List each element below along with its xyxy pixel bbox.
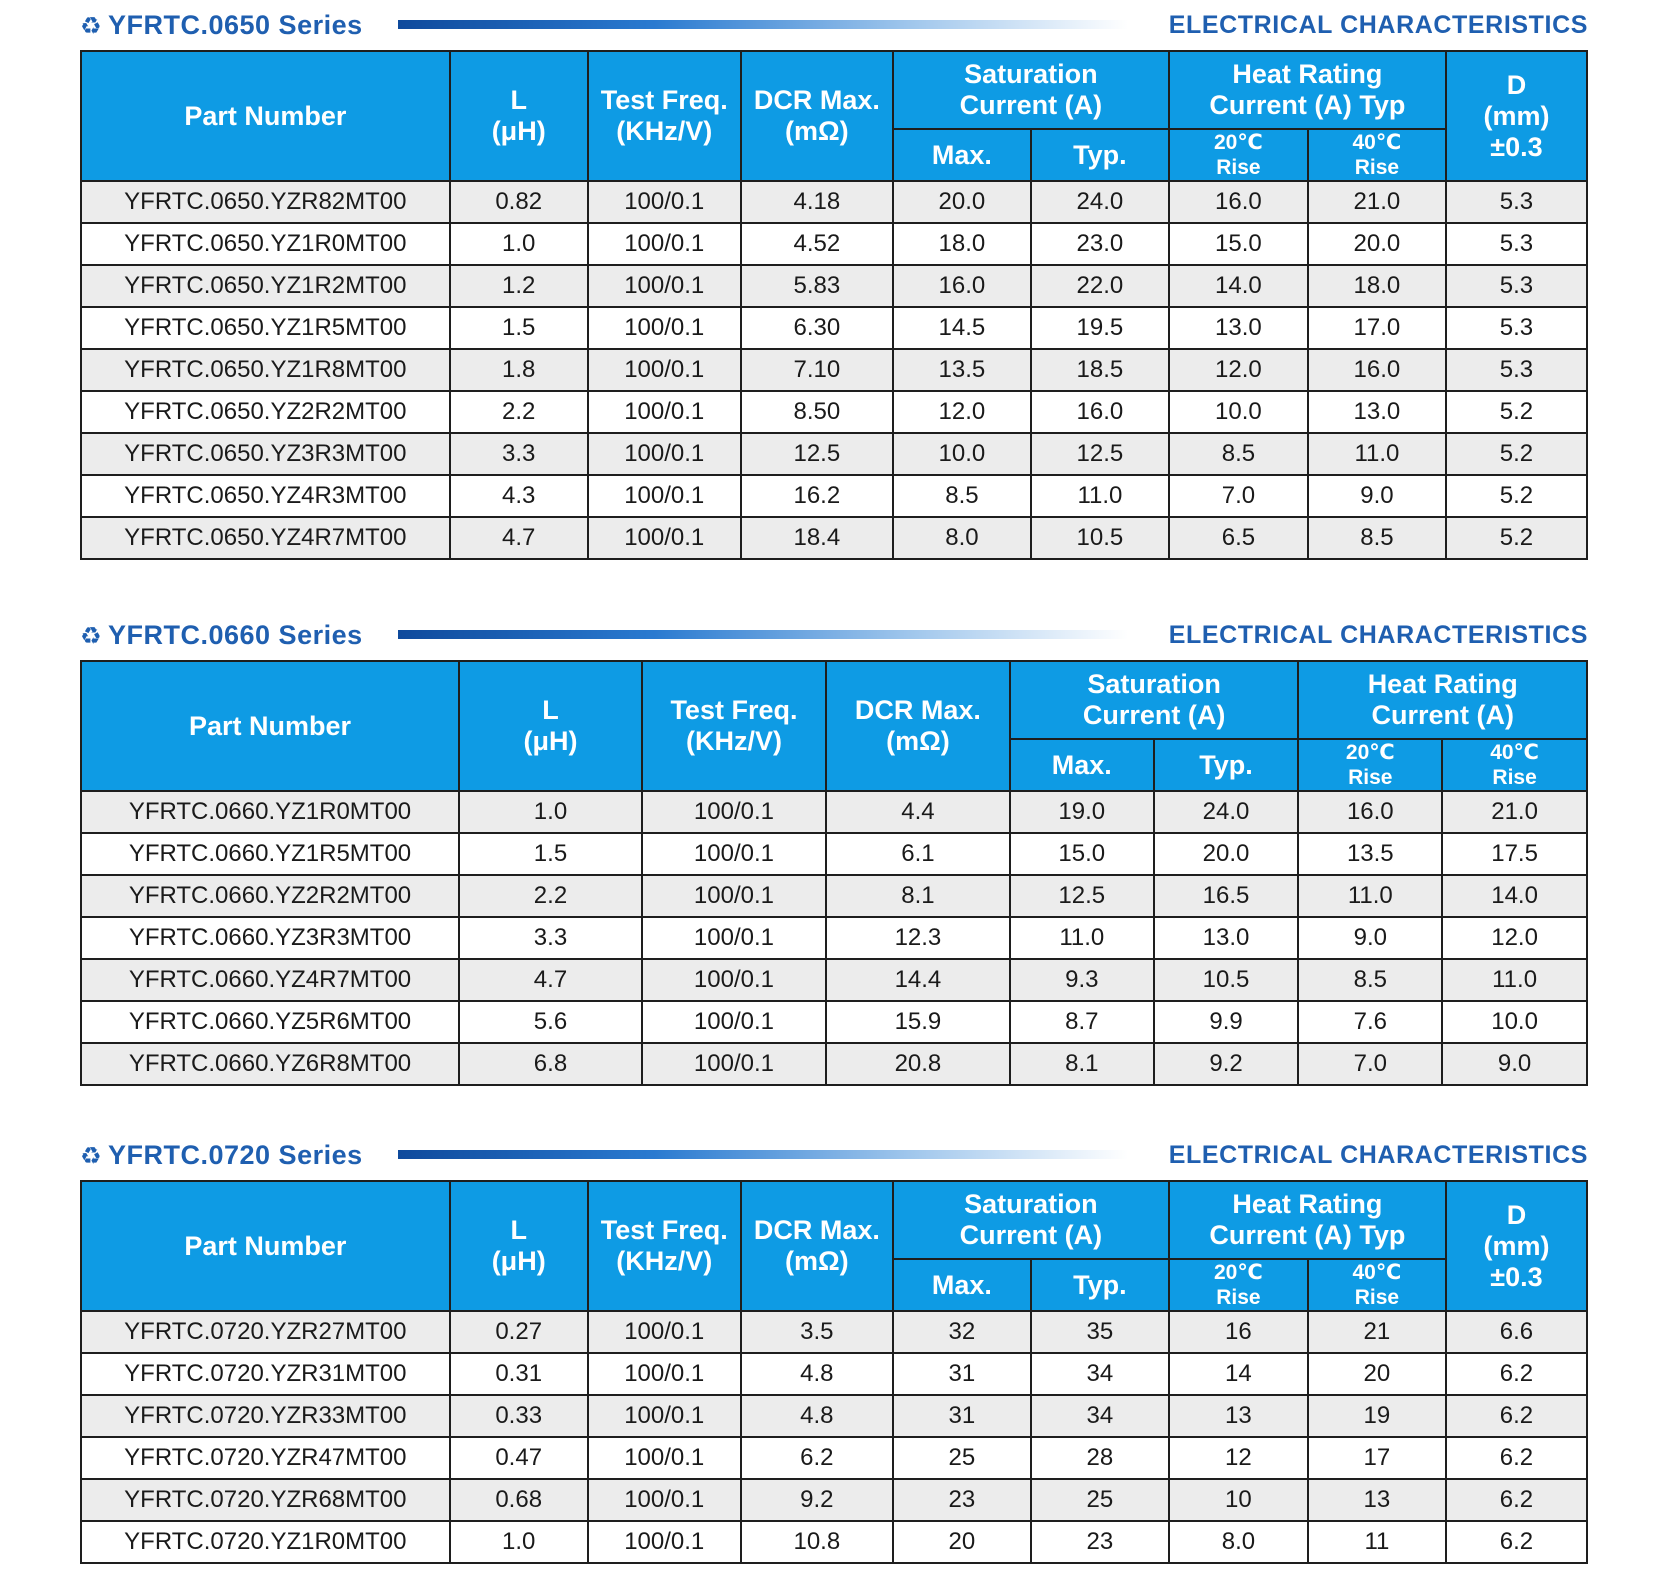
table-cell: 20.0 [1154,833,1299,875]
header-heat-rating: Heat Rating Current (A) [1298,661,1587,739]
electrical-characteristics-label: ELECTRICAL CHARACTERISTICS [1168,1141,1588,1169]
table-cell: 20 [893,1521,1031,1563]
table-cell: YFRTC.0650.YZ4R3MT00 [81,475,450,517]
table-cell: YFRTC.0650.YZ3R3MT00 [81,433,450,475]
table-row [81,1479,1587,1521]
header-saturation: Saturation Current (A) [893,51,1169,129]
table-cell: 23 [893,1479,1031,1521]
gradient-bar [398,1150,1128,1159]
table-cell: 16.2 [741,475,893,517]
table-cell: 1.8 [450,349,588,391]
table-cell: 100/0.1 [588,349,741,391]
header-sat-typ: Typ. [1031,1259,1169,1311]
table-row [81,475,1587,517]
table-cell: 100/0.1 [642,791,826,833]
header-heat-rating: Heat Rating Current (A) Typ [1169,51,1446,129]
table-cell: 7.0 [1298,1043,1442,1085]
table-cell: 0.47 [450,1437,588,1479]
header-sat-max: Max. [893,129,1031,181]
table-row [81,265,1587,307]
table-cell: 9.3 [1010,959,1154,1001]
table-cell: 15.0 [1010,833,1154,875]
table-cell: 100/0.1 [642,1043,826,1085]
table-cell: 12.0 [1169,349,1308,391]
table-cell: 5.3 [1446,223,1587,265]
header-inductance: L (μH) [450,1181,588,1311]
table-row [81,349,1587,391]
table-cell: 100/0.1 [642,875,826,917]
table-cell: 3.5 [741,1311,893,1353]
spec-table [80,50,1588,560]
header-rise-40: 40℃ Rise [1308,1259,1446,1311]
table-cell: 6.2 [1446,1521,1587,1563]
series-section-0650 [80,8,1588,552]
table-cell: 25 [1031,1479,1169,1521]
table-cell: 12.3 [826,917,1010,959]
header-sat-max: Max. [1010,739,1154,791]
table-cell: 10.0 [1442,1001,1587,1043]
table-cell: 100/0.1 [588,181,741,223]
table-cell: 4.52 [741,223,893,265]
series-title: ♻ YFRTC.0650 Series [80,8,363,42]
table-row [81,1521,1587,1563]
table-cell: 0.82 [450,181,588,223]
table-cell: YFRTC.0720.YZR31MT00 [81,1353,450,1395]
header-saturation: Saturation Current (A) [893,1181,1169,1259]
table-cell: YFRTC.0660.YZ6R8MT00 [81,1043,459,1085]
table-cell: 6.6 [1446,1311,1587,1353]
table-cell: 14 [1169,1353,1308,1395]
table-cell: 6.30 [741,307,893,349]
table-cell: YFRTC.0650.YZ1R8MT00 [81,349,450,391]
table-cell: 100/0.1 [588,1479,741,1521]
table-cell: 9.0 [1442,1043,1587,1085]
table-cell: 10.0 [893,433,1031,475]
table-cell: 21 [1308,1311,1446,1353]
series-header [80,1138,1588,1172]
spec-table [80,660,1588,1086]
table-cell: 6.2 [741,1437,893,1479]
table-cell: 16 [1169,1311,1308,1353]
header-test-freq: Test Freq. (KHz/V) [588,51,741,181]
gradient-bar [398,630,1128,639]
table-cell: YFRTC.0650.YZ1R0MT00 [81,223,450,265]
table-cell: 100/0.1 [588,265,741,307]
table-cell: 19.0 [1010,791,1154,833]
table-cell: 6.2 [1446,1437,1587,1479]
table-row [81,1311,1587,1353]
table-cell: 6.2 [1446,1395,1587,1437]
gradient-bar [398,20,1128,29]
table-cell: 8.7 [1010,1001,1154,1043]
table-row [81,181,1587,223]
table-cell: 100/0.1 [588,1437,741,1479]
table-cell: 16.5 [1154,875,1299,917]
table-row [81,223,1587,265]
table-cell: 8.50 [741,391,893,433]
table-cell: 5.3 [1446,265,1587,307]
table-cell: 25 [893,1437,1031,1479]
table-cell: 23 [1031,1521,1169,1563]
table-cell: 9.9 [1154,1001,1299,1043]
table-cell: YFRTC.0660.YZ5R6MT00 [81,1001,459,1043]
table-cell: 12.0 [1442,917,1587,959]
header-part-number: Part Number [81,1181,450,1311]
table-cell: YFRTC.0660.YZ2R2MT00 [81,875,459,917]
header-sat-typ: Typ. [1154,739,1299,791]
recycle-icon: ♻ [80,1143,103,1170]
table-cell: 24.0 [1031,181,1169,223]
table-cell: 2.2 [459,875,642,917]
table-cell: 1.0 [450,223,588,265]
table-cell: 4.7 [450,517,588,559]
table-cell: 16.0 [1169,181,1308,223]
table-cell: YFRTC.0650.YZ1R5MT00 [81,307,450,349]
header-rise-20: 20℃ Rise [1169,1259,1308,1311]
table-cell: 4.8 [741,1353,893,1395]
table-row [81,433,1587,475]
table-row [81,875,1587,917]
table-cell: 5.2 [1446,475,1587,517]
table-cell: 1.5 [459,833,642,875]
table-cell: 14.0 [1169,265,1308,307]
header-rise-20: 20℃ Rise [1169,129,1308,181]
table-cell: 100/0.1 [588,517,741,559]
spec-table [80,1180,1588,1564]
header-saturation: Saturation Current (A) [1010,661,1299,739]
table-cell: 8.5 [1308,517,1446,559]
table-row [81,1395,1587,1437]
table-cell: 0.27 [450,1311,588,1353]
table-row [81,1353,1587,1395]
table-cell: 17.0 [1308,307,1446,349]
table-row [81,1001,1587,1043]
table-cell: 100/0.1 [642,1001,826,1043]
table-cell: 18.4 [741,517,893,559]
table-cell: 8.0 [1169,1521,1308,1563]
table-row [81,791,1587,833]
table-cell: 20.8 [826,1043,1010,1085]
header-dcr: DCR Max. (mΩ) [826,661,1010,791]
table-cell: 1.2 [450,265,588,307]
table-cell: 5.2 [1446,433,1587,475]
table-cell: 19.5 [1031,307,1169,349]
table-cell: 14.0 [1442,875,1587,917]
table-cell: 5.83 [741,265,893,307]
table-cell: 5.2 [1446,517,1587,559]
table-cell: YFRTC.0720.YZR47MT00 [81,1437,450,1479]
table-cell: 6.1 [826,833,1010,875]
table-cell: 35 [1031,1311,1169,1353]
table-cell: 12.5 [1031,433,1169,475]
table-cell: 0.68 [450,1479,588,1521]
table-cell: 100/0.1 [588,1311,741,1353]
header-dcr: DCR Max. (mΩ) [741,51,893,181]
series-header [80,8,1588,42]
table-cell: 13 [1308,1479,1446,1521]
table-cell: 4.4 [826,791,1010,833]
table-cell: YFRTC.0660.YZ4R7MT00 [81,959,459,1001]
table-cell: 10 [1169,1479,1308,1521]
table-cell: YFRTC.0650.YZR82MT00 [81,181,450,223]
table-cell: 4.18 [741,181,893,223]
series-title: ♻ YFRTC.0660 Series [80,618,363,652]
table-cell: 13 [1169,1395,1308,1437]
table-cell: 6.2 [1446,1479,1587,1521]
table-cell: 4.8 [741,1395,893,1437]
table-cell: 6.2 [1446,1353,1587,1395]
table-cell: 13.0 [1308,391,1446,433]
table-cell: 100/0.1 [642,917,826,959]
table-cell: YFRTC.0720.YZ1R0MT00 [81,1521,450,1563]
table-cell: 23.0 [1031,223,1169,265]
table-cell: YFRTC.0660.YZ3R3MT00 [81,917,459,959]
table-cell: 8.0 [893,517,1031,559]
series-title: ♻ YFRTC.0720 Series [80,1138,363,1172]
table-cell: 11.0 [1442,959,1587,1001]
table-cell: 9.0 [1298,917,1442,959]
table-cell: 4.3 [450,475,588,517]
header-sat-max: Max. [893,1259,1031,1311]
header-dcr: DCR Max. (mΩ) [741,1181,893,1311]
table-cell: 13.0 [1169,307,1308,349]
table-cell: 8.1 [1010,1043,1154,1085]
table-cell: 100/0.1 [588,391,741,433]
table-cell: 14.5 [893,307,1031,349]
table-cell: YFRTC.0650.YZ2R2MT00 [81,391,450,433]
table-cell: 100/0.1 [588,1395,741,1437]
header-heat-rating: Heat Rating Current (A) Typ [1169,1181,1446,1259]
table-cell: 14.4 [826,959,1010,1001]
table-row [81,833,1587,875]
table-cell: 19 [1308,1395,1446,1437]
header-rise-40: 40℃ Rise [1442,739,1587,791]
table-cell: 9.0 [1308,475,1446,517]
table-cell: 10.8 [741,1521,893,1563]
table-cell: 20 [1308,1353,1446,1395]
table-cell: 5.6 [459,1001,642,1043]
table-cell: 13.5 [1298,833,1442,875]
table-cell: 12 [1169,1437,1308,1479]
recycle-icon: ♻ [80,623,103,650]
table-cell: 11.0 [1298,875,1442,917]
table-cell: 100/0.1 [588,307,741,349]
table-cell: 34 [1031,1353,1169,1395]
table-cell: 20.0 [1308,223,1446,265]
series-section-0660 [80,618,1588,1078]
electrical-characteristics-label: ELECTRICAL CHARACTERISTICS [1168,621,1588,649]
table-cell: 15.0 [1169,223,1308,265]
table-cell: 1.5 [450,307,588,349]
table-cell: 10.5 [1031,517,1169,559]
table-cell: 7.10 [741,349,893,391]
table-cell: 9.2 [741,1479,893,1521]
table-cell: 12.0 [893,391,1031,433]
series-section-0720 [80,1138,1588,1556]
table-cell: 11.0 [1010,917,1154,959]
table-cell: YFRTC.0650.YZ4R7MT00 [81,517,450,559]
table-cell: 31 [893,1395,1031,1437]
table-cell: 8.5 [1169,433,1308,475]
table-cell: 18.5 [1031,349,1169,391]
table-cell: 100/0.1 [588,433,741,475]
table-cell: YFRTC.0650.YZ1R2MT00 [81,265,450,307]
header-inductance: L (μH) [450,51,588,181]
table-cell: 13.0 [1154,917,1299,959]
header-sat-typ: Typ. [1031,129,1169,181]
table-row [81,391,1587,433]
table-cell: 5.3 [1446,349,1587,391]
table-cell: 34 [1031,1395,1169,1437]
table-cell: 1.0 [459,791,642,833]
table-cell: 13.5 [893,349,1031,391]
table-cell: 3.3 [450,433,588,475]
table-cell: 32 [893,1311,1031,1353]
table-row [81,517,1587,559]
table-cell: 16.0 [893,265,1031,307]
table-cell: 10.5 [1154,959,1299,1001]
table-cell: 16.0 [1298,791,1442,833]
table-cell: 8.1 [826,875,1010,917]
table-cell: 5.3 [1446,181,1587,223]
table-cell: 15.9 [826,1001,1010,1043]
table-cell: 4.7 [459,959,642,1001]
table-cell: 28 [1031,1437,1169,1479]
table-cell: YFRTC.0720.YZR68MT00 [81,1479,450,1521]
table-row [81,307,1587,349]
table-cell: 11.0 [1308,433,1446,475]
header-part-number: Part Number [81,661,459,791]
table-cell: 6.8 [459,1043,642,1085]
header-diameter: D (mm) ±0.3 [1446,1181,1587,1311]
table-cell: 0.31 [450,1353,588,1395]
table-cell: 1.0 [450,1521,588,1563]
table-cell: 7.6 [1298,1001,1442,1043]
table-row [81,917,1587,959]
table-cell: 3.3 [459,917,642,959]
table-cell: 16.0 [1031,391,1169,433]
table-cell: 17 [1308,1437,1446,1479]
header-part-number: Part Number [81,51,450,181]
table-cell: 24.0 [1154,791,1299,833]
header-test-freq: Test Freq. (KHz/V) [588,1181,741,1311]
table-cell: 0.33 [450,1395,588,1437]
series-header [80,618,1588,652]
table-cell: 8.5 [893,475,1031,517]
table-row [81,959,1587,1001]
electrical-characteristics-label: ELECTRICAL CHARACTERISTICS [1168,11,1588,39]
table-cell: 16.0 [1308,349,1446,391]
table-cell: YFRTC.0720.YZR33MT00 [81,1395,450,1437]
header-inductance: L (μH) [459,661,642,791]
header-test-freq: Test Freq. (KHz/V) [642,661,826,791]
table-row [81,1043,1587,1085]
table-row [81,1437,1587,1479]
table-cell: 5.3 [1446,307,1587,349]
recycle-icon: ♻ [80,13,103,40]
table-cell: 21.0 [1442,791,1587,833]
table-cell: 20.0 [893,181,1031,223]
table-cell: 18.0 [1308,265,1446,307]
table-cell: 100/0.1 [642,959,826,1001]
table-cell: 6.5 [1169,517,1308,559]
table-cell: 10.0 [1169,391,1308,433]
table-cell: 11.0 [1031,475,1169,517]
table-cell: 8.5 [1298,959,1442,1001]
header-rise-20: 20℃ Rise [1298,739,1442,791]
table-cell: 2.2 [450,391,588,433]
table-cell: 100/0.1 [588,223,741,265]
table-cell: 31 [893,1353,1031,1395]
table-cell: 21.0 [1308,181,1446,223]
table-cell: YFRTC.0720.YZR27MT00 [81,1311,450,1353]
table-cell: YFRTC.0660.YZ1R5MT00 [81,833,459,875]
table-cell: 12.5 [741,433,893,475]
table-cell: YFRTC.0660.YZ1R0MT00 [81,791,459,833]
table-cell: 5.2 [1446,391,1587,433]
table-cell: 7.0 [1169,475,1308,517]
table-cell: 17.5 [1442,833,1587,875]
table-cell: 12.5 [1010,875,1154,917]
header-diameter: D (mm) ±0.3 [1446,51,1587,181]
table-cell: 11 [1308,1521,1446,1563]
header-rise-40: 40℃ Rise [1308,129,1446,181]
table-cell: 18.0 [893,223,1031,265]
table-cell: 100/0.1 [588,475,741,517]
table-cell: 100/0.1 [588,1353,741,1395]
table-cell: 100/0.1 [588,1521,741,1563]
table-cell: 100/0.1 [642,833,826,875]
table-cell: 9.2 [1154,1043,1299,1085]
table-cell: 22.0 [1031,265,1169,307]
